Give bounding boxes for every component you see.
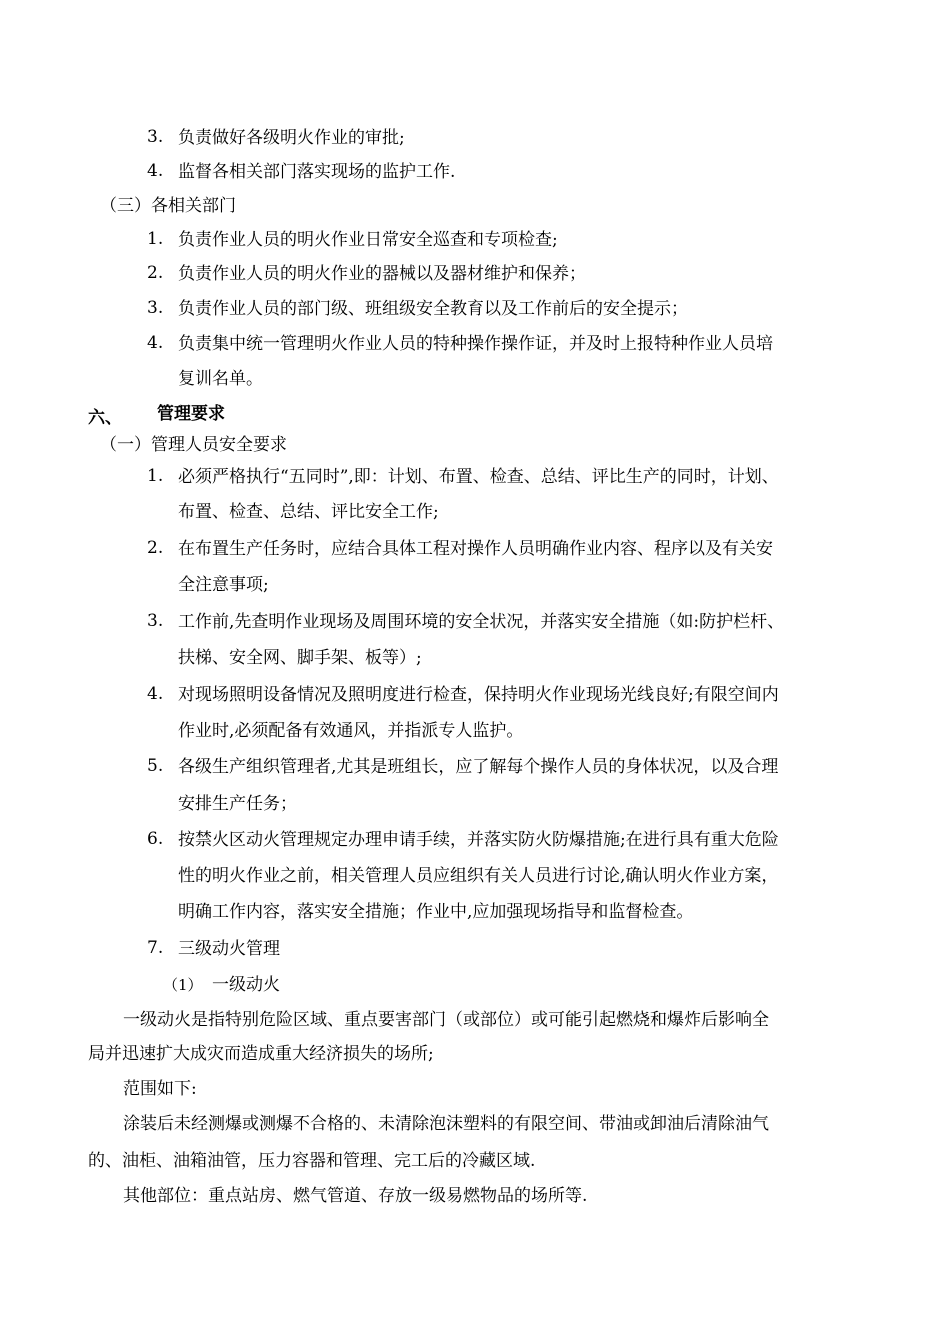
body-paragraph: 范围如下: [123,1079,197,1099]
list-item-text: 负责集中统一管理明火作业人员的特种操作操作证，并及时上报特种作业人员培 [178,334,773,354]
list-number: 3. [147,127,164,147]
list-number: 1. [147,466,164,486]
list-item-text: 监督各相关部门落实现场的监护工作. [178,162,456,182]
list-item-continuation: 复训名单。 [178,369,263,389]
body-paragraph-continuation: 的、油柜、油箱油管，压力容器和管理、完工后的冷藏区域. [88,1151,536,1171]
body-paragraph: 其他部位：重点站房、燃气管道、存放一级易燃物品的场所等. [123,1186,588,1206]
list-number: 2. [147,538,164,558]
list-item-continuation: 性的明火作业之前，相关管理人员应组织有关人员进行讨论,确认明火作业方案， [178,866,779,886]
list-item-continuation: 全注意事项; [178,575,269,595]
body-paragraph-continuation: 局并迅速扩大成灾而造成重大经济损失的场所; [88,1044,434,1064]
list-item-continuation: 扶梯、安全网、脚手架、板等）; [178,648,422,668]
subsection-heading: （三）各相关部门 [100,196,236,216]
list-number: 4. [147,161,164,181]
sub-item-heading: 一级动火 [212,975,280,995]
list-number: 3. [147,611,164,631]
list-item-text: 在布置生产任务时，应结合具体工程对操作人员明确作业内容、程序以及有关安 [178,539,773,559]
list-item-text: 负责作业人员的明火作业日常安全巡查和专项检查; [178,230,558,250]
list-item-text: 负责作业人员的部门级、班组级安全教育以及工作前后的安全提示； [178,299,688,319]
list-number: 1. [147,229,164,249]
list-item-text: 工作前,先查明作业现场及周围环境的安全状况，并落实安全措施（如:防护栏杆、 [178,612,785,632]
list-item-text: 对现场照明设备情况及照明度进行检查，保持明火作业现场光线良好;有限空间内 [178,685,779,705]
body-paragraph: 涂装后未经测爆或测爆不合格的、未清除泡沫塑料的有限空间、带油或卸油后清除油气 [123,1114,769,1134]
list-number: 6. [147,829,164,849]
list-item-continuation: 布置、检查、总结、评比安全工作; [178,502,439,522]
list-number: 4. [147,684,164,704]
list-number: 3. [147,298,164,318]
list-number: 2. [147,263,164,283]
body-paragraph: 一级动火是指特别危险区域、重点要害部门（或部位）或可能引起燃烧和爆炸后影响全 [123,1010,769,1030]
section-heading: 管理要求 [157,404,225,424]
list-item-continuation: 作业时,必须配备有效通风，并指派专人监护。 [178,721,524,741]
list-number: 4. [147,333,164,353]
list-number: 5. [147,756,164,776]
list-item-text: 三级动火管理 [178,939,280,959]
list-item-continuation: 明确工作内容，落实安全措施；作业中,应加强现场指导和监督检查。 [178,902,694,922]
sub-item-number: （1） [163,976,203,994]
list-item-text: 必须严格执行“五同时”,即：计划、布置、检查、总结、评比生产的同时，计划、 [178,467,779,487]
list-item-text: 按禁火区动火管理规定办理申请手续，并落实防火防爆措施;在进行具有重大危险 [178,830,779,850]
list-item-text: 各级生产组织管理者,尤其是班组长，应了解每个操作人员的身体状况，以及合理 [178,757,779,777]
list-item-continuation: 安排生产任务； [178,794,297,814]
list-item-text: 负责做好各级明火作业的审批; [178,128,405,148]
subsection-heading: （一）管理人员安全要求 [100,435,287,455]
list-item-text: 负责作业人员的明火作业的器械以及器材维护和保养； [178,264,586,284]
list-number: 7. [147,938,164,958]
section-number: 六、 [88,408,122,428]
